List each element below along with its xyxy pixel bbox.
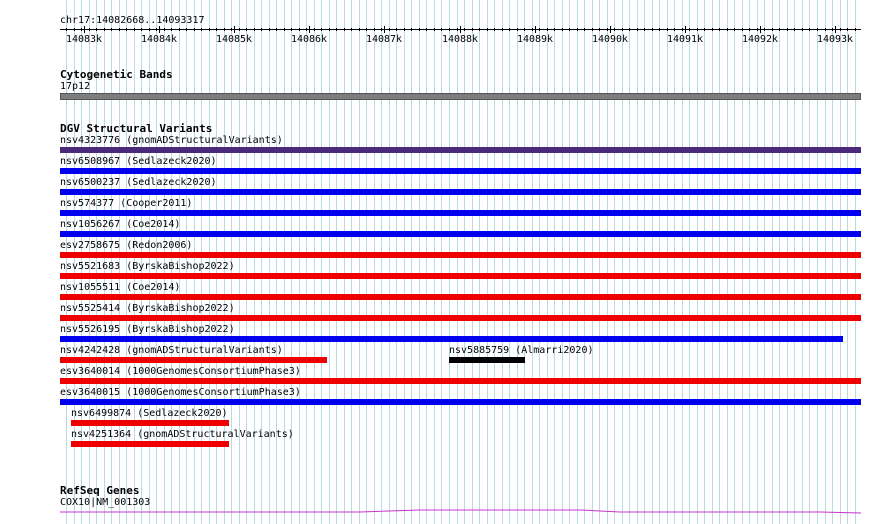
grid-line — [404, 0, 405, 524]
ruler-minor-tick — [209, 28, 210, 31]
ruler-minor-tick — [411, 28, 412, 31]
ruler-minor-tick — [216, 28, 217, 31]
track-title-cytobands[interactable]: Cytogenetic Bands — [60, 68, 173, 81]
ruler-minor-tick — [404, 28, 405, 31]
grid-line — [562, 0, 563, 524]
ruler-minor-tick — [855, 28, 856, 31]
ruler-minor-tick — [569, 28, 570, 31]
ruler-minor-tick — [359, 28, 360, 31]
ruler-minor-tick — [201, 28, 202, 31]
ruler-minor-tick — [164, 28, 165, 31]
feature-bar[interactable] — [60, 294, 861, 300]
grid-line — [359, 0, 360, 524]
grid-line — [667, 0, 668, 524]
ruler-minor-tick — [554, 28, 555, 31]
grid-line — [622, 0, 623, 524]
track-title-refseq[interactable]: RefSeq Genes — [60, 484, 140, 497]
feature-bar[interactable] — [71, 420, 229, 426]
grid-line — [517, 0, 518, 524]
ruler-minor-tick — [629, 28, 630, 31]
grid-line — [682, 0, 683, 524]
ruler-minor-tick — [494, 28, 495, 31]
ruler-minor-tick — [306, 28, 307, 31]
ruler-minor-tick — [487, 28, 488, 31]
ruler-tick-label: 14088k — [441, 34, 479, 45]
ruler-minor-tick — [261, 28, 262, 31]
ruler-minor-tick — [171, 28, 172, 31]
grid-line — [764, 0, 765, 524]
grid-line — [779, 0, 780, 524]
ruler-major-tick — [159, 26, 160, 33]
ruler-minor-tick — [472, 28, 473, 31]
ruler-minor-tick — [847, 28, 848, 31]
location-label: chr17:14082668..14093317 — [60, 15, 205, 26]
grid-line — [802, 0, 803, 524]
ruler-minor-tick — [291, 28, 292, 31]
ruler-major-tick — [760, 26, 761, 33]
ruler-minor-tick — [231, 28, 232, 31]
ruler-tick-label: 14090k — [591, 34, 629, 45]
ruler-minor-tick — [329, 28, 330, 31]
gene-model[interactable] — [60, 506, 861, 516]
grid-line — [457, 0, 458, 524]
grid-line — [832, 0, 833, 524]
ruler-minor-tick — [584, 28, 585, 31]
grid-line — [644, 0, 645, 524]
feature-bar[interactable] — [60, 168, 861, 174]
grid-line — [254, 0, 255, 524]
ruler-minor-tick — [119, 28, 120, 31]
ruler-minor-tick — [134, 28, 135, 31]
ruler-major-tick — [234, 26, 235, 33]
gene-label: COX10|NM_001303 — [60, 497, 151, 508]
grid-line — [276, 0, 277, 524]
track-title-dgv[interactable]: DGV Structural Variants — [60, 122, 213, 135]
grid-line — [314, 0, 315, 524]
ruler-minor-tick — [239, 28, 240, 31]
feature-bar[interactable] — [60, 189, 861, 195]
grid-line — [284, 0, 285, 524]
grid-line — [569, 0, 570, 524]
ruler-minor-tick — [727, 28, 728, 31]
grid-line — [329, 0, 330, 524]
grid-line — [389, 0, 390, 524]
feature-label: nsv6508967 (Sedlazeck2020) — [60, 156, 217, 167]
ruler-minor-tick — [794, 28, 795, 31]
ruler-minor-tick — [825, 28, 826, 31]
ruler-minor-tick — [126, 28, 127, 31]
ruler-minor-tick — [336, 28, 337, 31]
ruler-minor-tick — [712, 28, 713, 31]
gene-intron-line — [60, 510, 861, 513]
ruler-minor-tick — [276, 28, 277, 31]
feature-bar[interactable] — [60, 336, 843, 342]
ruler-minor-tick — [502, 28, 503, 31]
ruler-minor-tick — [186, 28, 187, 31]
ruler-minor-tick — [832, 28, 833, 31]
ruler-minor-tick — [809, 28, 810, 31]
ruler-minor-tick — [674, 28, 675, 31]
grid-line — [547, 0, 548, 524]
ruler-minor-tick — [644, 28, 645, 31]
feature-bar[interactable] — [60, 378, 861, 384]
grid-line — [855, 0, 856, 524]
ruler-minor-tick — [697, 28, 698, 31]
grid-line — [674, 0, 675, 524]
ruler-minor-tick — [284, 28, 285, 31]
ruler-major-tick — [535, 26, 536, 33]
feature-bar[interactable] — [60, 273, 861, 279]
ruler-major-tick — [610, 26, 611, 33]
ruler-minor-tick — [321, 28, 322, 31]
grid-line — [479, 0, 480, 524]
grid-line — [840, 0, 841, 524]
ruler-minor-tick — [389, 28, 390, 31]
grid-line — [344, 0, 345, 524]
ruler-minor-tick — [254, 28, 255, 31]
grid-line — [704, 0, 705, 524]
grid-line — [299, 0, 300, 524]
ruler-minor-tick — [366, 28, 367, 31]
ruler-minor-tick — [111, 28, 112, 31]
ruler-minor-tick — [779, 28, 780, 31]
cytoband-label: 17p12 — [60, 81, 91, 92]
ruler-minor-tick — [314, 28, 315, 31]
grid-line — [734, 0, 735, 524]
grid-line — [366, 0, 367, 524]
ruler-minor-tick — [351, 28, 352, 31]
feature-bar[interactable] — [60, 399, 861, 405]
ruler-tick-label: 14093k — [816, 34, 854, 45]
grid-line — [592, 0, 593, 524]
feature-bar[interactable] — [60, 147, 861, 153]
ruler-minor-tick — [396, 28, 397, 31]
grid-line — [291, 0, 292, 524]
ruler-minor-tick — [719, 28, 720, 31]
ruler-minor-tick — [74, 28, 75, 31]
feature-bar[interactable] — [60, 315, 861, 321]
ruler-minor-tick — [464, 28, 465, 31]
ruler-minor-tick — [764, 28, 765, 31]
grid-line — [532, 0, 533, 524]
ruler-minor-tick — [562, 28, 563, 31]
ruler-minor-tick — [66, 28, 67, 31]
grid-line — [239, 0, 240, 524]
grid-line — [434, 0, 435, 524]
ruler-major-tick — [309, 26, 310, 33]
ruler-minor-tick — [156, 28, 157, 31]
ruler-minor-tick — [426, 28, 427, 31]
ruler-minor-tick — [817, 28, 818, 31]
grid-line — [464, 0, 465, 524]
ruler-minor-tick — [269, 28, 270, 31]
grid-line — [411, 0, 412, 524]
ruler-tick-label: 14087k — [365, 34, 403, 45]
ruler-tick-label: 14085k — [215, 34, 253, 45]
grid-line — [689, 0, 690, 524]
grid-line — [614, 0, 615, 524]
grid-line — [381, 0, 382, 524]
ruler-minor-tick — [441, 28, 442, 31]
ruler-tick-label: 14083k — [65, 34, 103, 45]
ruler-minor-tick — [592, 28, 593, 31]
grid-line — [629, 0, 630, 524]
feature-bar[interactable] — [60, 210, 861, 216]
ruler-minor-tick — [96, 28, 97, 31]
ruler-minor-tick — [224, 28, 225, 31]
ruler-minor-tick — [577, 28, 578, 31]
grid-line — [509, 0, 510, 524]
ruler-minor-tick — [622, 28, 623, 31]
feature-label: nsv4323776 (gnomADStructuralVariants) — [60, 135, 283, 146]
ruler-major-tick — [685, 26, 686, 33]
cytoband-bar[interactable] — [60, 93, 861, 100]
feature-label: nsv1056267 (Coe2014) — [60, 219, 181, 230]
ruler-minor-tick — [652, 28, 653, 31]
feature-label: nsv4242428 (gnomADStructuralVariants) — [60, 345, 283, 356]
grid-line — [772, 0, 773, 524]
feature-label: esv3640015 (1000GenomesConsortiumPhase3) — [60, 387, 301, 398]
grid-line — [306, 0, 307, 524]
ruler-minor-tick — [742, 28, 743, 31]
ruler-minor-tick — [457, 28, 458, 31]
ruler-minor-tick — [344, 28, 345, 31]
ruler-minor-tick — [419, 28, 420, 31]
ruler-minor-tick — [772, 28, 773, 31]
grid-line — [524, 0, 525, 524]
ruler-minor-tick — [449, 28, 450, 31]
ruler-minor-tick — [89, 28, 90, 31]
ruler-minor-tick — [734, 28, 735, 31]
ruler-minor-tick — [749, 28, 750, 31]
feature-bar[interactable] — [60, 252, 861, 258]
grid-line — [652, 0, 653, 524]
grid-line — [336, 0, 337, 524]
ruler-tick-label: 14091k — [666, 34, 704, 45]
grid-line — [351, 0, 352, 524]
ruler-major-tick — [384, 26, 385, 33]
grid-line — [742, 0, 743, 524]
grid-line — [487, 0, 488, 524]
ruler-minor-tick — [194, 28, 195, 31]
ruler-tick-label: 14092k — [741, 34, 779, 45]
grid-line — [396, 0, 397, 524]
grid-line — [539, 0, 540, 524]
ruler-minor-tick — [547, 28, 548, 31]
grid-line — [449, 0, 450, 524]
grid-line — [472, 0, 473, 524]
feature-label: nsv574377 (Cooper2011) — [60, 198, 193, 209]
ruler-tick-label: 14086k — [290, 34, 328, 45]
feature-bar[interactable] — [60, 357, 327, 363]
grid-line — [321, 0, 322, 524]
ruler-minor-tick — [299, 28, 300, 31]
feature-label: nsv5526195 (ByrskaBishop2022) — [60, 324, 235, 335]
grid-line — [659, 0, 660, 524]
grid-line — [599, 0, 600, 524]
feature-label: nsv5525414 (ByrskaBishop2022) — [60, 303, 235, 314]
ruler-minor-tick — [246, 28, 247, 31]
grid-line — [494, 0, 495, 524]
ruler-minor-tick — [149, 28, 150, 31]
grid-line — [584, 0, 585, 524]
ruler-major-tick — [835, 26, 836, 33]
ruler-minor-tick — [517, 28, 518, 31]
grid-line — [749, 0, 750, 524]
ruler-minor-tick — [381, 28, 382, 31]
ruler-minor-tick — [659, 28, 660, 31]
grid-line — [261, 0, 262, 524]
grid-line — [607, 0, 608, 524]
grid-line — [825, 0, 826, 524]
feature-label: nsv1055511 (Coe2014) — [60, 282, 181, 293]
grid-line — [502, 0, 503, 524]
ruler-minor-tick — [802, 28, 803, 31]
ruler-minor-tick — [539, 28, 540, 31]
grid-line — [757, 0, 758, 524]
ruler-minor-tick — [787, 28, 788, 31]
grid-line — [787, 0, 788, 524]
ruler-minor-tick — [104, 28, 105, 31]
feature-label: nsv6500237 (Sedlazeck2020) — [60, 177, 217, 188]
grid-line — [727, 0, 728, 524]
ruler-minor-tick — [682, 28, 683, 31]
grid-line — [697, 0, 698, 524]
grid-line — [419, 0, 420, 524]
feature-bar[interactable] — [71, 441, 229, 447]
feature-bar[interactable] — [449, 357, 525, 363]
ruler-tick-label: 14089k — [516, 34, 554, 45]
grid-line — [809, 0, 810, 524]
grid-line — [847, 0, 848, 524]
ruler-minor-tick — [637, 28, 638, 31]
feature-label: nsv5521683 (ByrskaBishop2022) — [60, 261, 235, 272]
ruler-major-tick — [460, 26, 461, 33]
grid-line — [794, 0, 795, 524]
ruler-minor-tick — [667, 28, 668, 31]
grid-line — [719, 0, 720, 524]
ruler-minor-tick — [179, 28, 180, 31]
ruler-minor-tick — [840, 28, 841, 31]
grid-line — [577, 0, 578, 524]
ruler-minor-tick — [374, 28, 375, 31]
ruler-minor-tick — [434, 28, 435, 31]
feature-label: esv2758675 (Redon2006) — [60, 240, 193, 251]
ruler-minor-tick — [757, 28, 758, 31]
feature-label: nsv5885759 (Almarri2020) — [449, 345, 594, 356]
ruler-minor-tick — [532, 28, 533, 31]
grid-line — [374, 0, 375, 524]
ruler-minor-tick — [524, 28, 525, 31]
ruler-minor-tick — [607, 28, 608, 31]
ruler-minor-tick — [141, 28, 142, 31]
grid-line — [269, 0, 270, 524]
ruler-minor-tick — [704, 28, 705, 31]
grid-line — [554, 0, 555, 524]
feature-label: nsv4251364 (gnomADStructuralVariants) — [71, 429, 294, 440]
feature-label: nsv6499874 (Sedlazeck2020) — [71, 408, 228, 419]
ruler-minor-tick — [689, 28, 690, 31]
grid-line — [441, 0, 442, 524]
grid-line — [817, 0, 818, 524]
ruler-minor-tick — [599, 28, 600, 31]
ruler-major-tick — [84, 26, 85, 33]
grid-line — [426, 0, 427, 524]
feature-label: esv3640014 (1000GenomesConsortiumPhase3) — [60, 366, 301, 377]
grid-line — [246, 0, 247, 524]
ruler-minor-tick — [614, 28, 615, 31]
ruler-minor-tick — [81, 28, 82, 31]
ruler-tick-label: 14084k — [140, 34, 178, 45]
grid-line — [637, 0, 638, 524]
feature-bar[interactable] — [60, 231, 861, 237]
ruler-minor-tick — [479, 28, 480, 31]
ruler-minor-tick — [509, 28, 510, 31]
grid-line — [712, 0, 713, 524]
